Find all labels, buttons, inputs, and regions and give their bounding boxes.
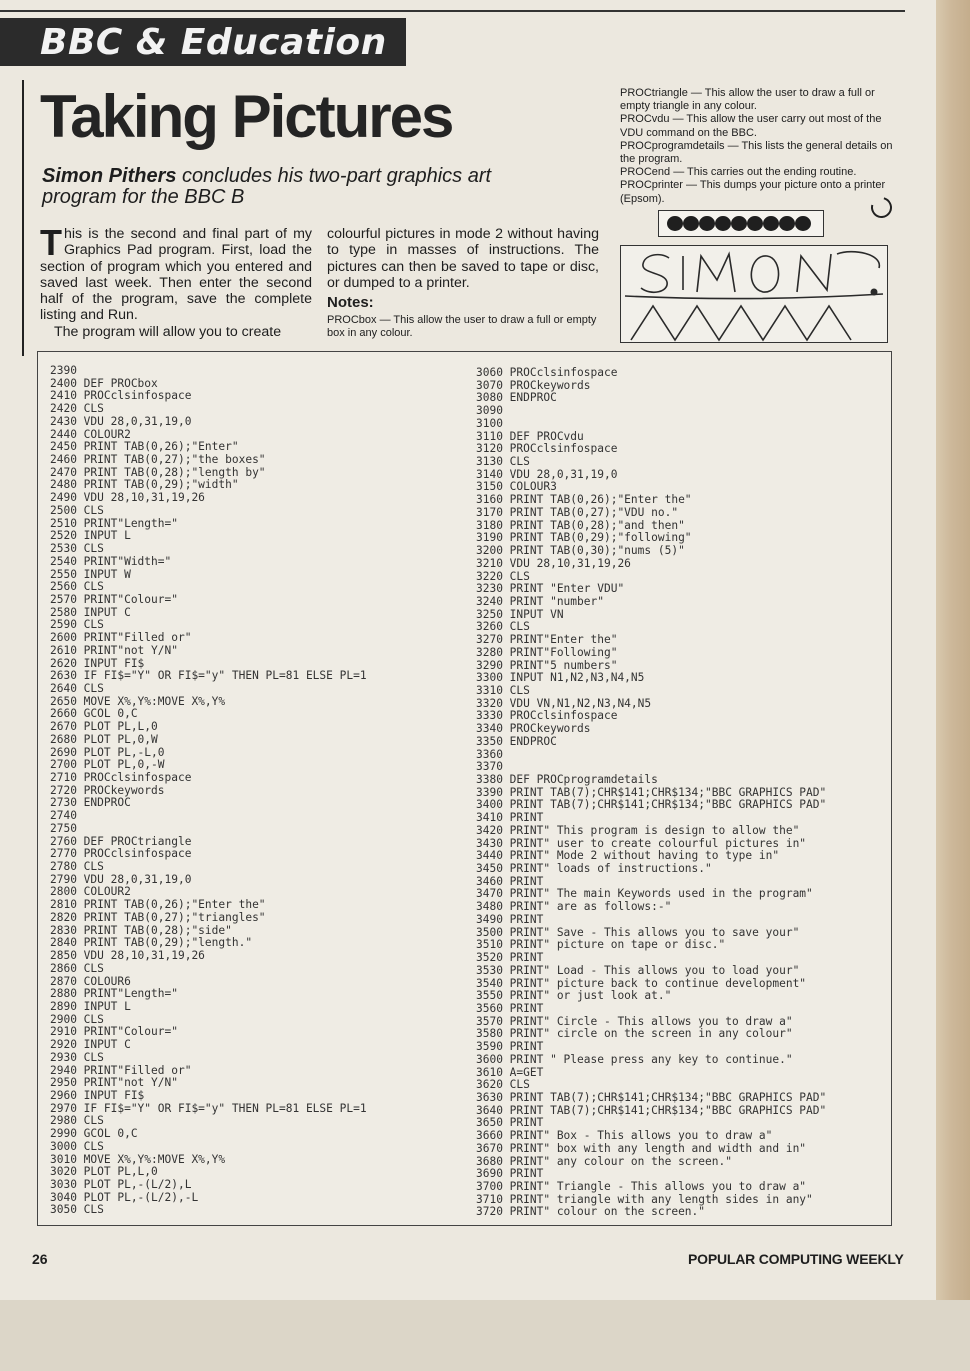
code-line: 2880 PRINT"Length=" [50, 987, 178, 1001]
code-line: 2630 IF FI$="Y" OR FI$="y" THEN PL=81 ELSE PL=1 [50, 669, 367, 683]
note-item: PROCprinter — This dumps your picture onto a printer (Epsom). [620, 179, 886, 205]
code-line: 3000 CLS [50, 1139, 104, 1153]
magazine-name: POPULAR COMPUTING WEEKLY [688, 1251, 904, 1267]
code-line: 3530 PRINT" Load - This allows you to load your" [476, 963, 800, 977]
code-line: 2390 [50, 364, 77, 377]
code-line: 3400 PRINT TAB(7);CHR$141;CHR$134;"BBC GRAPHICS PAD" [476, 798, 827, 812]
dropcap: T [40, 222, 62, 263]
code-line: 3580 PRINT" circle on the screen in any colour" [476, 1027, 793, 1041]
code-line: 3590 PRINT [476, 1040, 544, 1054]
code-line: 2470 PRINT TAB(0,28);"length by" [50, 465, 266, 479]
code-line: 2700 PLOT PL,0,-W [50, 758, 165, 772]
side-rule [22, 80, 24, 356]
code-line: 3370 [476, 760, 503, 774]
code-line: 3430 PRINT" user to create colourful pictures in" [476, 836, 807, 850]
code-line: 3240 PRINT "number" [476, 594, 604, 608]
code-line: 2510 PRINT"Length=" [50, 516, 178, 530]
code-line: 3200 PRINT TAB(0,30);"nums (5)" [476, 544, 685, 558]
code-line: 3600 PRINT " Please press any key to continue." [476, 1052, 793, 1066]
banner-dot [667, 216, 683, 231]
code-line: 2450 PRINT TAB(0,26);"Enter" [50, 440, 239, 454]
banner-dot [779, 216, 795, 231]
note-item: PROCvdu — This allow the user carry out most of the VDU command on the BBC. [620, 113, 882, 139]
banner-dot [731, 216, 747, 231]
code-line: 3550 PRINT" or just look at." [476, 989, 672, 1003]
listing-column-right [476, 367, 826, 1219]
banner-dot [763, 216, 779, 231]
code-line: 3220 CLS [476, 569, 530, 583]
code-line: 3570 PRINT" Circle - This allows you to draw a" [476, 1014, 793, 1028]
code-line: 2520 INPUT L [50, 529, 131, 543]
code-line: 3710 PRINT" triangle with any length sides in any" [476, 1192, 813, 1206]
code-line: 2950 PRINT"not Y/N" [50, 1076, 178, 1090]
page-number: 26 [32, 1251, 48, 1267]
code-line: 2900 CLS [50, 1012, 104, 1026]
code-line: 3340 PROCkeywords [476, 722, 591, 736]
code-line: 3610 A=GET [476, 1065, 544, 1079]
intro-paragraph-2-continued: colourful pictures in mode 2 without having to type in masses of instructions. The pictures can then be saved to tape or disc, or dumped to a printer. [327, 226, 599, 291]
banner-dot [699, 216, 715, 231]
code-line: 2930 CLS [50, 1050, 104, 1064]
code-line: 2740 [50, 809, 77, 823]
intro-paragraph-2: The program will allow you to create [54, 323, 282, 340]
intro-column [40, 222, 312, 340]
screenshot-banner [658, 210, 824, 237]
code-line: 2730 ENDPROC [50, 796, 131, 810]
code-line: 3540 PRINT" picture back to continue development" [476, 976, 807, 990]
code-line: 2420 CLS [50, 402, 104, 416]
banner-dot [747, 216, 763, 231]
code-line: 2960 INPUT FI$ [50, 1088, 145, 1102]
code-line: 3650 PRINT [476, 1116, 544, 1130]
code-line: 2710 PROCclsinfospace [50, 771, 192, 784]
code-line: 2580 INPUT C [50, 605, 131, 619]
code-line: 2560 CLS [50, 580, 104, 594]
banner-dot [795, 216, 811, 231]
code-line: 3500 PRINT" Save - This allows you to save your" [476, 925, 800, 939]
standfirst-text: concludes his two-part graphics art program for the BBC B [42, 165, 492, 208]
code-line: 2440 COLOUR2 [50, 427, 131, 441]
note-item: PROCbox — This allow the user to draw a full or empty box in any colour. [327, 314, 597, 340]
signature-drawing [621, 246, 887, 342]
banner-dot [683, 216, 699, 231]
code-line: 3190 PRINT TAB(0,29);"following" [476, 531, 692, 545]
note-item: PROCtriangle — This allow the user to draw a full or empty triangle in any colour. [620, 87, 875, 113]
listing-column-left [50, 365, 367, 1217]
code-line: 3230 PRINT "Enter VDU" [476, 582, 625, 596]
note-item: PROCend — This carries out the ending routine. [620, 166, 857, 179]
code-line: 2790 VDU 28,0,31,19,0 [50, 872, 192, 886]
code-line: 3720 PRINT" colour on the screen." [476, 1205, 706, 1219]
letter-o [751, 256, 778, 292]
code-line: 3450 PRINT" loads of instructions." [476, 862, 712, 876]
code-line: 2980 CLS [50, 1114, 104, 1128]
code-line: 3420 PRINT" This program is design to allow the" [476, 823, 800, 837]
code-line: 3260 CLS [476, 620, 530, 634]
code-line: 2680 PLOT PL,0,W [50, 732, 158, 746]
code-line: 2840 PRINT TAB(0,29);"length." [50, 936, 253, 950]
code-line: 3100 [476, 416, 503, 430]
code-line: 3310 CLS [476, 683, 530, 697]
code-line: 2590 CLS [50, 618, 104, 632]
code-line: 2540 PRINT"Width=" [50, 554, 172, 568]
code-line: 2750 [50, 821, 77, 835]
signature-dot [871, 289, 878, 296]
banner-dot [715, 216, 731, 231]
code-line: 2400 DEF PROCbox [50, 376, 158, 390]
code-line: 2830 PRINT TAB(0,28);"side" [50, 923, 232, 937]
code-line: 3300 INPUT N1,N2,N3,N4,N5 [476, 671, 645, 685]
code-line: 2620 INPUT FI$ [50, 656, 145, 670]
code-line: 2850 VDU 28,10,31,19,26 [50, 949, 205, 963]
code-line: 2690 PLOT PL,-L,0 [50, 745, 165, 759]
code-line: 3630 PRINT TAB(7);CHR$141;CHR$134;"BBC GRAPHICS PAD" [476, 1090, 827, 1104]
code-line: 3440 PRINT" Mode 2 without having to type in" [476, 849, 780, 863]
code-line: 3280 PRINT"Following" [476, 645, 618, 659]
code-line: 3470 PRINT" The main Keywords used in the program" [476, 887, 813, 901]
code-line: 3150 COLOUR3 [476, 480, 557, 494]
code-line: 2410 PROCclsinfospace [50, 389, 192, 403]
code-line: 3130 CLS [476, 455, 530, 469]
code-line: 2810 PRINT TAB(0,26);"Enter the" [50, 898, 266, 912]
code-line: 3700 PRINT" Triangle - This allows you to draw a" [476, 1180, 807, 1193]
code-line: 2530 CLS [50, 542, 104, 556]
code-line: 3250 INPUT VN [476, 607, 564, 621]
code-line: 3350 ENDPROC [476, 734, 557, 748]
code-line: 2670 PLOT PL,L,0 [50, 720, 158, 734]
code-line: 2800 COLOUR2 [50, 885, 131, 899]
code-line: 2890 INPUT L [50, 999, 131, 1013]
code-line: 2970 IF FI$="Y" OR FI$="y" THEN PL=81 ELSE PL=1 [50, 1101, 367, 1115]
code-line: 2610 PRINT"not Y/N" [50, 643, 178, 657]
top-rule [0, 10, 905, 12]
code-line: 2940 PRINT"Filled or" [50, 1063, 192, 1077]
note-item: PROCprogramdetails — This lists the general details on the program. [620, 139, 893, 166]
code-line: 3320 VDU VN,N1,N2,N3,N4,N5 [476, 696, 652, 710]
code-line: 3270 PRINT"Enter the" [476, 633, 618, 647]
code-line: 3670 PRINT" box with any length and width and in" [476, 1141, 807, 1155]
code-line: 2910 PRINT"Colour=" [50, 1025, 178, 1039]
signature-flourish [837, 252, 879, 268]
code-line: 3140 VDU 28,0,31,19,0 [476, 467, 618, 481]
code-line: 3170 PRINT TAB(0,27);"VDU no." [476, 505, 679, 519]
code-line: 2600 PRINT"Filled or" [50, 631, 192, 645]
code-line: 3690 PRINT [476, 1167, 544, 1181]
code-line: 3380 DEF PROCprogramdetails [476, 773, 658, 786]
code-line: 2430 VDU 28,0,31,19,0 [50, 414, 192, 428]
letter-n [797, 254, 831, 292]
screenshot-signature [620, 245, 888, 343]
code-line: 3080 ENDPROC [476, 391, 557, 405]
section-banner: BBC & Education [40, 22, 387, 63]
author-name: Simon Pithers [42, 165, 177, 187]
code-line: 2990 GCOL 0,C [50, 1127, 138, 1141]
letter-m [697, 254, 735, 292]
code-line: 3680 PRINT" any colour on the screen." [476, 1154, 732, 1168]
code-line: 3060 PROCclsinfospace [476, 366, 618, 379]
article-headline: Taking Pictures [40, 83, 453, 150]
code-line: 3330 PROCclsinfospace [476, 709, 618, 723]
code-line: 3390 PRINT TAB(7);CHR$141;CHR$134;"BBC GRAPHICS PAD" [476, 785, 827, 799]
code-line: 2920 INPUT C [50, 1038, 131, 1052]
code-line: 3160 PRINT TAB(0,26);"Enter the" [476, 493, 692, 507]
code-line: 3460 PRINT [476, 874, 544, 888]
code-line: 3480 PRINT" are as follows:-" [476, 900, 672, 914]
code-line: 3040 PLOT PL,-(L/2),-L [50, 1190, 199, 1204]
code-line: 2780 CLS [50, 860, 104, 874]
code-line: 3520 PRINT [476, 951, 544, 965]
code-line: 3020 PLOT PL,L,0 [50, 1165, 158, 1179]
code-line: 2480 PRINT TAB(0,29);"width" [50, 478, 239, 492]
code-line: 3620 CLS [476, 1078, 530, 1092]
code-line: 3560 PRINT [476, 1001, 544, 1015]
banner-dots-graphic [659, 211, 823, 236]
code-line: 2870 COLOUR6 [50, 974, 131, 988]
signature-underline [625, 294, 883, 299]
code-line: 3490 PRINT [476, 912, 544, 926]
code-line: 3210 VDU 28,10,31,19,26 [476, 556, 631, 570]
code-line: 3180 PRINT TAB(0,28);"and then" [476, 518, 685, 532]
code-line: 2760 DEF PROCtriangle [50, 834, 192, 848]
code-line: 2770 PROCclsinfospace [50, 847, 192, 861]
code-line: 3050 CLS [50, 1203, 104, 1217]
code-line: 2660 GCOL 0,C [50, 707, 138, 721]
code-line: 3640 PRINT TAB(7);CHR$141;CHR$134;"BBC GRAPHICS PAD" [476, 1103, 827, 1117]
code-line: 3010 MOVE X%,Y%:MOVE X%,Y% [50, 1152, 226, 1166]
intro-paragraph-1: his is the second and final part of my Graphics Pad program. First, load the section of program which you entered and saved last week. Then enter the second half of the program, save the complete listing and Run. [40, 226, 312, 324]
code-line: 3030 PLOT PL,-(L/2),L [50, 1178, 192, 1191]
code-line: 2640 CLS [50, 681, 104, 695]
code-line: 2570 PRINT"Colour=" [50, 592, 178, 606]
standfirst [42, 166, 512, 208]
page-spine [936, 0, 970, 1371]
scan-background [0, 1300, 970, 1371]
code-line: 3120 PROCclsinfospace [476, 442, 618, 456]
code-line: 3070 PROCkeywords [476, 378, 591, 392]
code-line: 3410 PRINT [476, 811, 544, 825]
code-line: 2500 CLS [50, 503, 104, 517]
code-line: 3510 PRINT" picture on tape or disc." [476, 938, 726, 952]
code-line: 2490 VDU 28,10,31,19,26 [50, 491, 205, 505]
code-line: 2460 PRINT TAB(0,27);"the boxes" [50, 453, 266, 467]
notes-column [620, 87, 893, 206]
code-line: 2720 PROCkeywords [50, 783, 165, 797]
middle-column [327, 226, 599, 340]
code-line: 2860 CLS [50, 961, 104, 975]
code-line: 3660 PRINT" Box - This allows you to draw a" [476, 1129, 773, 1143]
code-line: 2820 PRINT TAB(0,27);"triangles" [50, 910, 266, 924]
code-line: 3110 DEF PROCvdu [476, 429, 584, 443]
code-line: 2550 INPUT W [50, 567, 131, 581]
letter-s [641, 255, 669, 293]
zigzag-triangles [631, 306, 851, 340]
code-line: 3090 [476, 404, 503, 418]
code-line: 3360 [476, 747, 503, 761]
code-line: 3290 PRINT"5 numbers" [476, 658, 618, 672]
code-line: 2650 MOVE X%,Y%:MOVE X%,Y% [50, 694, 226, 708]
notes-heading: Notes: [327, 294, 374, 312]
